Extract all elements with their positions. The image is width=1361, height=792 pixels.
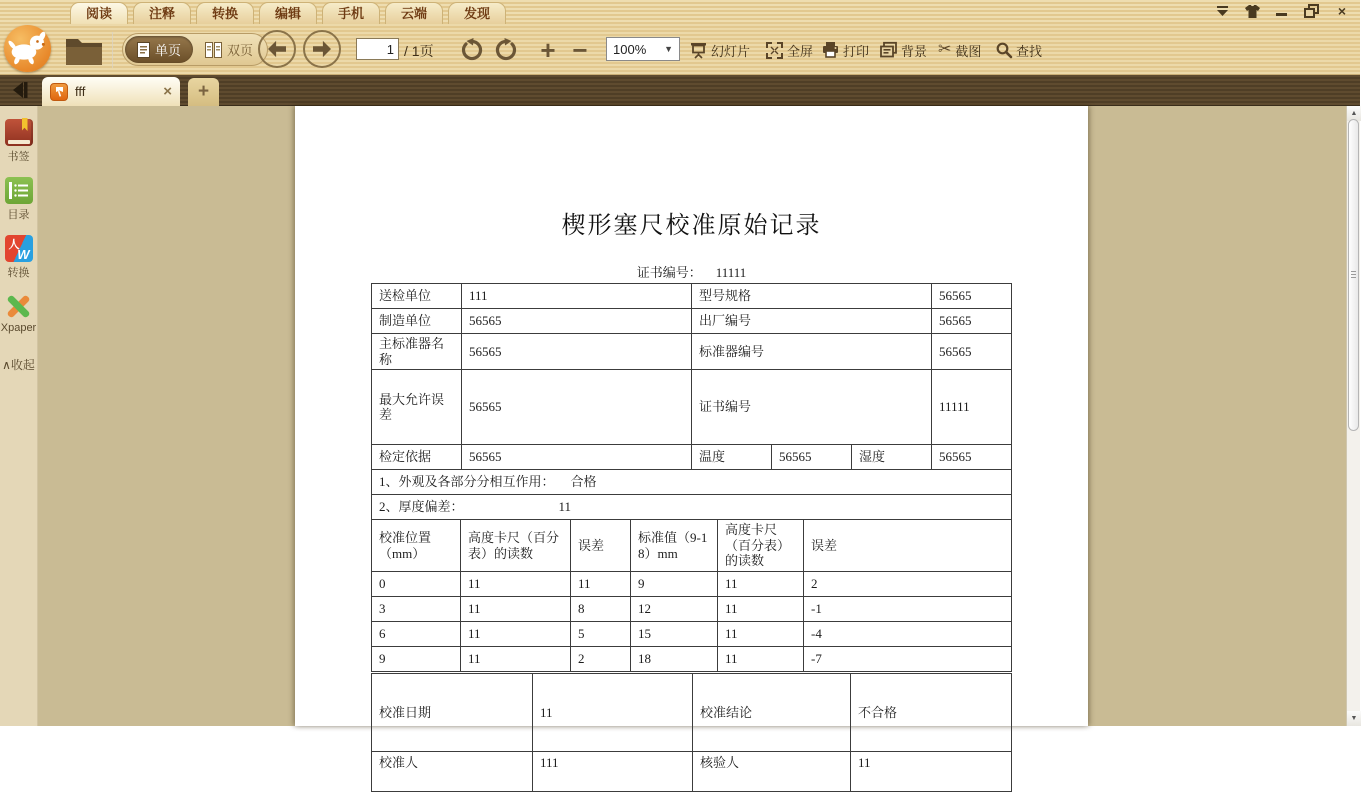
appearance-value: 合格	[570, 474, 597, 490]
table-row	[372, 445, 1012, 470]
menu-tab-discover[interactable]: 发现	[448, 2, 506, 24]
table-cell: 校准结论	[693, 673, 851, 751]
certificate-number-value: 11111	[715, 265, 747, 280]
previous-page-button[interactable]	[258, 30, 296, 68]
document-title: 楔形塞尺校准原始记录	[561, 213, 822, 239]
slideshow-button[interactable]	[690, 38, 750, 62]
table-cell: 送检单位	[372, 284, 462, 309]
left-sidebar	[0, 106, 38, 726]
menu-tab-mobile[interactable]: 手机	[322, 2, 380, 24]
menu-tab-edit[interactable]: 编辑	[259, 2, 317, 24]
table-cell: 11	[533, 673, 693, 751]
menu-tab-read[interactable]: 阅读	[70, 2, 128, 24]
scissors-icon: ✂	[938, 41, 952, 58]
table-cell: 温度	[692, 445, 772, 470]
close-button[interactable]: ×	[1337, 3, 1347, 19]
menu-tab-strip	[70, 2, 511, 24]
convert-label: 转换	[7, 267, 30, 279]
collapse-caret-icon: ∧	[2, 357, 11, 372]
table-row	[372, 334, 1012, 370]
zoom-level-select[interactable]	[606, 37, 680, 61]
table-cell: 56565	[772, 445, 852, 470]
sidebar-item-bookmarks[interactable]	[5, 119, 33, 164]
screenshot-button[interactable]	[938, 38, 981, 62]
main-area	[0, 106, 1360, 770]
table-cell: 56565	[932, 309, 1012, 334]
table-row	[372, 646, 1012, 671]
print-button[interactable]	[822, 38, 869, 62]
table-cell: 2	[804, 571, 1012, 596]
skin-shirt-icon[interactable]	[1242, 3, 1262, 19]
table-cell: 11	[461, 596, 571, 621]
document-tab-title: fff	[75, 84, 86, 99]
thickness-label: 2、厚度偏差：	[379, 499, 464, 515]
table-cell: 11	[718, 621, 804, 646]
table-cell: 检定依据	[372, 445, 462, 470]
conclusion-table	[371, 673, 1012, 792]
minimize-button[interactable]	[1272, 3, 1292, 19]
app-logo-dog-icon[interactable]	[4, 25, 51, 72]
table-row	[372, 571, 1012, 596]
table-cell: 111	[533, 751, 693, 791]
scrollbar-grip	[1351, 271, 1356, 279]
table-cell: 56565	[932, 445, 1012, 470]
chevron-down-icon: ▼	[664, 44, 673, 54]
xpaper-x-icon	[5, 293, 32, 320]
next-page-button[interactable]	[303, 30, 341, 68]
page-total-label: / 1页	[404, 43, 434, 59]
table-cell: 12	[631, 596, 718, 621]
table-cell: 11	[851, 751, 1012, 791]
table-cell: 标准器编号	[692, 334, 932, 370]
table-cell: 核验人	[693, 751, 851, 791]
bookmarks-label: 书签	[7, 151, 30, 163]
table-cell: 11	[571, 571, 631, 596]
certificate-number-label: 证书编号：	[636, 265, 702, 280]
table-cell: 11	[461, 621, 571, 646]
table-cell: 18	[631, 646, 718, 671]
pdf-to-word-icon: 人 W	[5, 235, 33, 262]
toc-list-icon	[5, 177, 33, 204]
table-cell	[372, 470, 1012, 495]
main-toolbar	[0, 24, 1360, 75]
toc-label: 目录	[7, 209, 30, 221]
table-cell: 2	[571, 646, 631, 671]
menu-tab-annotate[interactable]: 注释	[133, 2, 191, 24]
table-cell: 11	[461, 571, 571, 596]
table-cell: 出厂编号	[692, 309, 932, 334]
table-cell: 111	[462, 284, 692, 309]
vertical-scrollbar[interactable]	[1346, 106, 1360, 726]
table-cell: 11	[718, 571, 804, 596]
restore-button[interactable]	[1302, 3, 1322, 19]
measurement-table	[371, 519, 1012, 672]
fullscreen-button[interactable]	[766, 38, 813, 62]
menu-tab-convert[interactable]: 转换	[196, 2, 254, 24]
table-cell: 11	[718, 646, 804, 671]
collapse-label: 收起	[10, 358, 35, 372]
table-cell: 0	[372, 571, 461, 596]
table-row	[372, 751, 1012, 791]
table-cell: 56565	[462, 370, 692, 445]
menu-bar	[0, 0, 1360, 24]
table-cell: 6	[372, 621, 461, 646]
print-label: 打印	[843, 43, 870, 59]
table-row	[372, 673, 1012, 751]
sidebar-item-toc[interactable]	[5, 177, 33, 222]
find-label: 查找	[1016, 43, 1043, 59]
page-number-input[interactable]	[356, 38, 399, 60]
table-cell: 主标准器名称	[372, 334, 462, 370]
xpaper-label: Xpaper	[0, 322, 37, 334]
screenshot-label: 截图	[955, 43, 982, 59]
table-cell: 校准人	[372, 751, 533, 791]
table-row	[372, 596, 1012, 621]
document-tab[interactable]	[42, 77, 180, 106]
scroll-down-icon[interactable]: ▼	[1347, 711, 1361, 726]
window-controls	[1212, 3, 1352, 19]
scroll-up-icon[interactable]: ▲	[1347, 106, 1361, 121]
sidebar-collapse-button[interactable]	[2, 356, 35, 373]
table-cell: 56565	[462, 309, 692, 334]
table-cell: 型号规格	[692, 284, 932, 309]
table-cell: -4	[804, 621, 1012, 646]
table-cell: 证书编号	[692, 370, 932, 445]
find-button[interactable]	[996, 38, 1042, 62]
table-row	[372, 284, 1012, 309]
thickness-value: 11	[558, 499, 572, 515]
menu-tab-cloud[interactable]: 云端	[385, 2, 443, 24]
single-page-label: 单页	[155, 43, 182, 58]
column-header: 高度卡尺（百分表）的读数	[461, 520, 571, 572]
sidebar-item-convert[interactable]	[5, 235, 33, 280]
column-header: 标准值（9-18）mm	[631, 520, 718, 572]
rotate-left-icon[interactable]	[458, 36, 486, 64]
table-cell: 校准日期	[372, 673, 533, 751]
single-page-button[interactable]	[125, 36, 193, 63]
column-header: 校准位置（mm）	[372, 520, 461, 572]
table-cell: 56565	[932, 284, 1012, 309]
table-row	[372, 470, 1012, 495]
main-menu-chevron-icon[interactable]	[1212, 3, 1232, 19]
table-cell: 11	[461, 646, 571, 671]
table-header-row	[372, 520, 1012, 572]
table-row	[372, 309, 1012, 334]
rotate-right-icon[interactable]	[492, 36, 520, 64]
zoom-in-button[interactable]: +	[540, 35, 556, 65]
background-label: 背景	[901, 43, 928, 59]
zoom-out-button[interactable]: −	[572, 35, 588, 65]
certificate-number-line	[295, 262, 1088, 281]
tab-scroll-left-icon[interactable]	[7, 79, 33, 101]
table-cell: 56565	[932, 334, 1012, 370]
table-cell: 15	[631, 621, 718, 646]
zoom-level-value: 100%	[613, 41, 647, 57]
table-cell: 8	[571, 596, 631, 621]
table-cell: 不合格	[851, 673, 1012, 751]
column-header: 误差	[571, 520, 631, 572]
tab-close-icon[interactable]: ×	[163, 83, 172, 100]
column-header: 高度卡尺（百分表）的读数	[718, 520, 804, 572]
info-table	[371, 283, 1012, 520]
table-cell: 5	[571, 621, 631, 646]
sidebar-item-xpaper[interactable]	[1, 293, 36, 334]
table-row	[372, 621, 1012, 646]
column-header: 误差	[804, 520, 1012, 572]
table-cell: 湿度	[852, 445, 932, 470]
background-button[interactable]	[880, 38, 927, 62]
table-cell: 11111	[932, 370, 1012, 445]
slideshow-label: 幻灯片	[711, 43, 751, 59]
table-cell: 56565	[462, 445, 692, 470]
table-cell: 56565	[462, 334, 692, 370]
table-cell: 9	[631, 571, 718, 596]
table-cell: 11	[718, 596, 804, 621]
document-viewer[interactable]	[38, 106, 1346, 770]
table-cell: 3	[372, 596, 461, 621]
double-page-button[interactable]	[193, 36, 265, 63]
new-tab-button[interactable]: +	[188, 78, 219, 106]
table-cell	[372, 495, 1012, 520]
open-file-folder-icon[interactable]	[64, 33, 104, 67]
appearance-label: 1、外观及各部分分相互作用：	[379, 474, 555, 490]
table-cell: -7	[804, 646, 1012, 671]
table-cell: -1	[804, 596, 1012, 621]
table-row	[372, 495, 1012, 520]
table-cell: 制造单位	[372, 309, 462, 334]
scrollbar-thumb[interactable]	[1348, 119, 1359, 431]
table-row	[372, 370, 1012, 445]
document-tab-bar	[0, 75, 1360, 106]
table-cell: 9	[372, 646, 461, 671]
bookmark-book-icon	[5, 119, 33, 146]
pdf-file-icon	[50, 83, 68, 101]
page-view-toggle	[122, 33, 268, 66]
table-cell: 最大允许误差	[372, 370, 462, 445]
pdf-page	[295, 106, 1088, 770]
toolbar-divider	[112, 32, 113, 68]
fullscreen-label: 全屏	[787, 43, 814, 59]
double-page-label: 双页	[227, 43, 254, 58]
record-tables	[371, 283, 1011, 792]
